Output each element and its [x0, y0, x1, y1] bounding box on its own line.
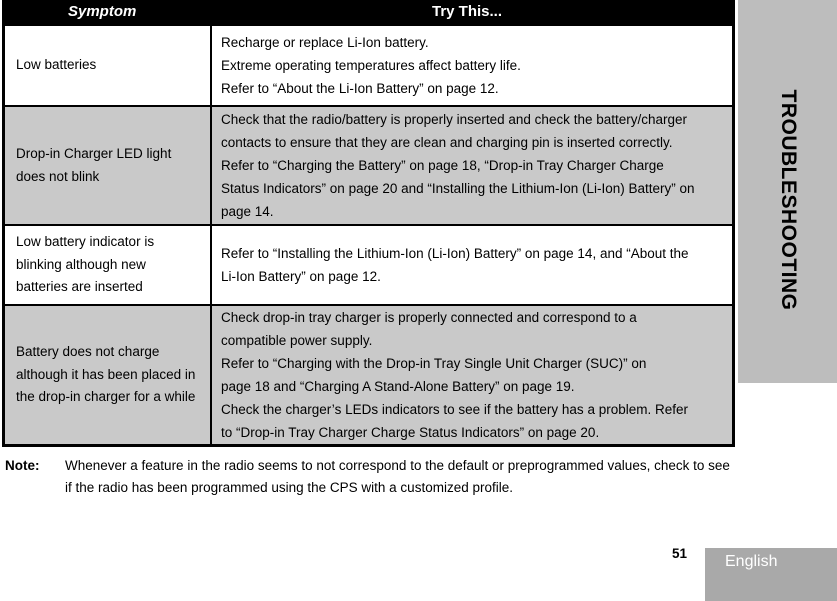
- column-divider: [210, 26, 212, 105]
- try-line: Recharge or replace Li-Ion battery.: [221, 35, 429, 50]
- try-line: Refer to “About the Li-Ion Battery” on page 12.: [221, 81, 499, 96]
- try-this-cell: [221, 107, 732, 224]
- page-number: 51: [672, 546, 688, 561]
- try-line: Refer to “Charging the Battery” on page 18, “Drop-in Tray Charger Charge: [221, 158, 664, 173]
- column-divider: [210, 226, 212, 304]
- try-this-cell: [221, 26, 732, 105]
- symptom-line: batteries are inserted: [16, 279, 143, 295]
- symptom-cell: [5, 226, 210, 304]
- table-row: [5, 306, 732, 444]
- header-symptom: Symptom: [68, 3, 137, 20]
- try-line: Status Indicators” on page 20 and “Installing the Lithium-Ion (Li-Ion) Battery” on: [221, 181, 695, 196]
- language-tab: [705, 548, 837, 601]
- try-this-cell: [221, 226, 732, 304]
- symptom-line: Battery does not charge: [16, 344, 160, 360]
- try-line: compatible power supply.: [221, 333, 373, 348]
- try-line: page 18 and “Charging A Stand-Alone Battery” on page 19.: [221, 379, 575, 394]
- try-line: to “Drop-in Tray Charger Charge Status Indicators” on page 20.: [221, 425, 600, 440]
- symptom-cell: [5, 26, 210, 105]
- table-row: [5, 226, 732, 304]
- table-row: [5, 26, 732, 105]
- try-line: Check the charger’s LEDs indicators to see if the battery has a problem. Refer: [221, 402, 688, 417]
- try-line: contacts to ensure that they are clean and charging pin is inserted correctly.: [221, 135, 673, 150]
- column-divider: [210, 306, 212, 444]
- symptom-line: although it has been placed in: [16, 366, 196, 382]
- try-line: Extreme operating temperatures affect battery life.: [221, 58, 521, 73]
- symptom-line: Drop-in Charger LED light: [16, 146, 172, 161]
- try-line: Check that the radio/battery is properly inserted and check the battery/charger: [221, 112, 688, 127]
- language-label: English: [725, 553, 778, 570]
- section-side-tab: [738, 0, 837, 383]
- try-line: Refer to “Charging with the Drop-in Tray Single Unit Charger (SUC)” on: [221, 356, 647, 371]
- symptom-line: blinking although new: [16, 256, 146, 272]
- note-label: Note:: [5, 458, 40, 473]
- try-this-cell: [221, 306, 732, 444]
- section-title: TROUBLESHOOTING: [776, 89, 800, 311]
- symptom-line: Low batteries: [16, 57, 97, 73]
- try-line: Refer to “Installing the Lithium-Ion (Li-Ion) Battery” on page 14, and “About the: [221, 246, 689, 261]
- table-row: [5, 107, 732, 224]
- symptom-line: the drop-in charger for a while: [16, 389, 196, 405]
- try-line: page 14.: [221, 204, 274, 219]
- note-text: Whenever a feature in the radio seems to not correspond to the default or preprogrammed values, check to see if the radio has been programmed using the CPS with a customized profile.: [65, 458, 730, 495]
- symptom-line: does not blink: [16, 168, 100, 184]
- symptom-line: Low battery indicator is: [16, 234, 155, 250]
- symptom-cell: [5, 107, 210, 224]
- try-line: Li-Ion Battery” on page 12.: [221, 269, 381, 284]
- column-divider: [210, 107, 212, 224]
- try-line: Check drop-in tray charger is properly connected and correspond to a: [221, 310, 637, 325]
- table-header: [2, 0, 735, 26]
- header-try-this: Try This...: [432, 3, 503, 20]
- symptom-cell: [5, 306, 210, 444]
- troubleshooting-table: [2, 0, 735, 447]
